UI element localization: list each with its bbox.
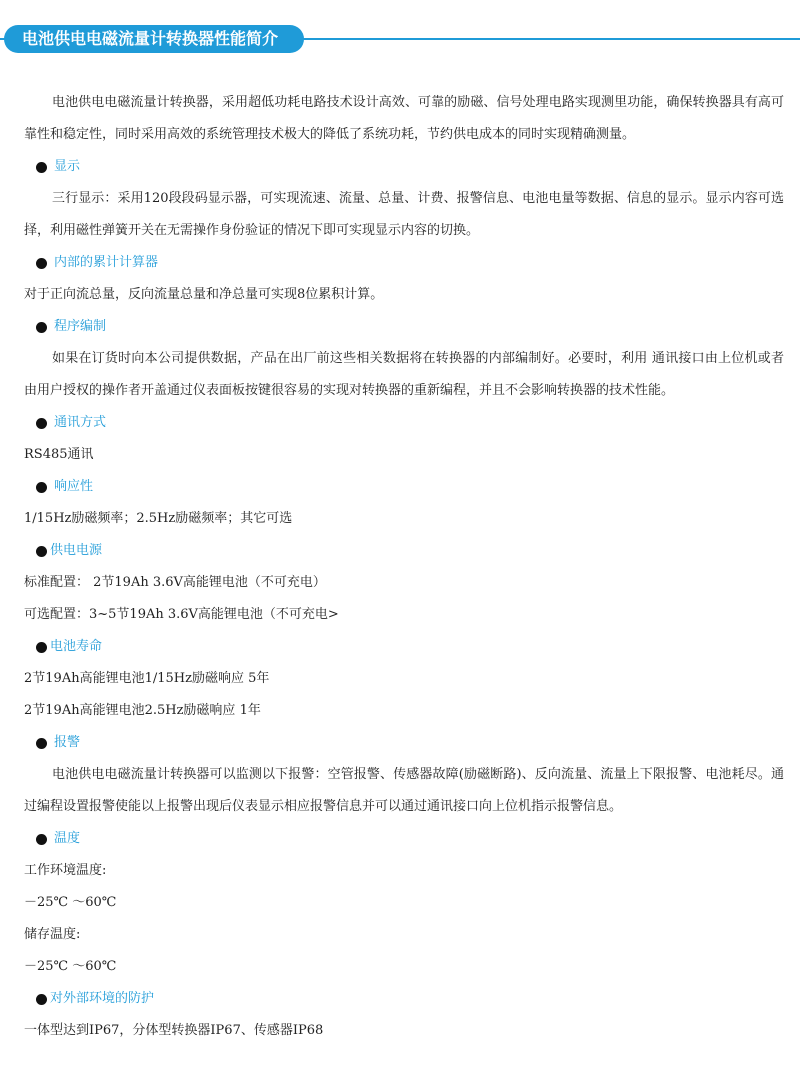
operating-temperature-range: －25℃ ～60℃	[24, 895, 117, 910]
intro-paragraph: 电池供电电磁流量计转换器，采用超低功耗电路技术设计高效、可靠的励磁、信号处理电路实现测里功能，确保转换器具有高可靠性和稳定性，同时采用高效的系统管理技术极大的降低了系统功耗，节约供电成本的同时实现精确测量。	[24, 95, 784, 142]
section-heading-label: 电池寿命	[50, 639, 103, 654]
bullet-icon	[36, 258, 47, 269]
display-paragraph: 三行显示：采用120段段码显示器，可实现流速、流量、总量、计费、报警信息、电池电量等数据、信息的显示。显示内容可选择，利用磁性弹簧开关在无需操作身份验证的情况下即可实现显示内容的切换。	[24, 191, 784, 238]
bullet-icon	[36, 546, 47, 557]
power-optional-text: 可选配置：3~5节19Ah 3.6V高能锂电池（不可充电>	[24, 607, 339, 622]
bullet-icon	[36, 322, 47, 333]
programming-paragraph: 如果在订货时向本公司提供数据，产品在出厂前这些相关数据将在转换器的内部编制好。必要时，利用 通讯接口由上位机或者由用户授权的操作者开盖通过仪表面板按键很容易的实现对转换器的重新编程，并且不会影响转换器的技术性能。	[24, 351, 784, 398]
bullet-icon	[36, 994, 47, 1005]
section-heading-label: 内部的累计计算器	[54, 255, 159, 270]
storage-temperature-range: －25℃ ～60℃	[24, 959, 117, 974]
section-heading-label: 程序编制	[54, 319, 107, 334]
section-heading-power	[24, 535, 784, 567]
section-heading-temperature	[24, 823, 784, 855]
section-heading-programming	[24, 311, 784, 343]
section-heading-alarm	[24, 727, 784, 759]
protection-text: 一体型达到IP67，分体型转换器IP67、传感器IP68	[24, 1023, 324, 1038]
battery-life-line-2: 2节19Ah高能锂电池2.5Hz励磁响应 1年	[24, 703, 261, 718]
bullet-icon	[36, 738, 47, 749]
page-title: 电池供电电磁流量计转换器性能简介	[4, 25, 304, 53]
communication-text: RS485通讯	[24, 447, 94, 462]
operating-temperature-label: 工作环境温度:	[24, 863, 107, 878]
bullet-icon	[36, 642, 47, 653]
section-heading-label: 响应性	[54, 479, 94, 494]
battery-life-line-1: 2节19Ah高能锂电池1/15Hz励磁响应 5年	[24, 671, 270, 686]
section-heading-response	[24, 471, 784, 503]
response-text: 1/15Hz励磁频率；2.5Hz励磁频率；其它可选	[24, 511, 293, 526]
section-heading-communication	[24, 407, 784, 439]
storage-temperature-label: 储存温度:	[24, 927, 81, 942]
section-heading-label: 显示	[54, 159, 81, 174]
bullet-icon	[36, 162, 47, 173]
section-heading-display	[24, 151, 784, 183]
alarm-paragraph: 电池供电电磁流量计转换器可以监测以下报警：空管报警、传感器故障(励磁断路)、反向流量、流量上下限报警、电池耗尽。通过编程设置报警使能以上报警出现后仪表显示相应报警信息并可以通过通讯接口向上位机指示报警信息。	[24, 767, 784, 814]
section-heading-battery-life	[24, 631, 784, 663]
power-standard-text: 标准配置： 2节19Ah 3.6V高能锂电池（不可充电）	[24, 575, 326, 590]
bullet-icon	[36, 418, 47, 429]
section-heading-label: 通讯方式	[54, 415, 107, 430]
article-body	[24, 87, 784, 1047]
section-heading-label: 报警	[54, 735, 81, 750]
title-bar	[0, 22, 800, 56]
section-heading-label: 温度	[54, 831, 81, 846]
bullet-icon	[36, 834, 47, 845]
section-heading-label: 对外部环境的防护	[50, 991, 155, 1006]
totalizer-text: 对于正向流总量，反向流量总量和净总量可实现8位累积计算。	[24, 287, 384, 302]
section-heading-protection	[24, 983, 784, 1015]
section-heading-totalizer	[24, 247, 784, 279]
section-heading-label: 供电电源	[50, 543, 103, 558]
bullet-icon	[36, 482, 47, 493]
